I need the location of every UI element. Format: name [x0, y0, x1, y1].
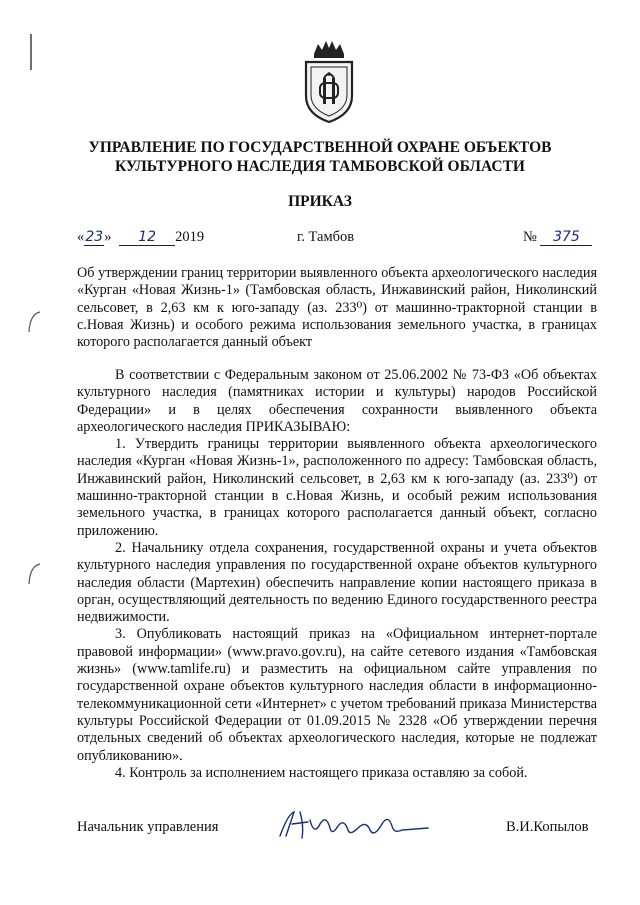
signatory-position: Начальник управления	[77, 819, 219, 835]
signatory-name: В.И.Копылов	[506, 819, 589, 835]
order-item-3: 3. Опубликовать настоящий приказ на «Официальном интернет-портале правовой информации» (www.pravo.gov.ru), на сайте сетевого издания «Тамбовская жизнь» (www.tamlife.ru) и разместить на официальном сайте управления по государственной охране объектов культурного наследия области в информационно-телекоммуникационной сети «Интернет» с учетом требований приказа Министерства культуры Российской Федерации от 01.09.2015 № 2328 «Об утверждении перечня отдельных сведений об объектах археологического наследия, которые не подлежат опубликованию».	[77, 626, 597, 764]
date-month: 12	[119, 230, 175, 246]
date-open-quote: «	[77, 229, 85, 245]
coat-of-arms-emblem	[300, 38, 358, 124]
order-body	[77, 367, 597, 782]
number-prefix: №	[523, 229, 537, 245]
order-item-1: 1. Утвердить границы территории выявленного объекта археологического наследия «Курган «Новая Жизнь-1», расположенного по адресу: Тамбовская область, Инжавинский район, Николинский сельсовет, в 2,63 км к юго-западу (аз. 233⁰) от машинно-тракторной станции в с.Новая Жизнь, и особый режим использования земельного участка, в границах которого располагается данный объект, согласно приложению.	[77, 436, 597, 539]
document-type: ПРИКАЗ	[288, 193, 352, 210]
date-line	[77, 229, 204, 246]
order-item-4: 4. Контроль за исполнением настоящего приказа оставляю за собой.	[115, 764, 528, 781]
preamble-paragraph: В соответствии с Федеральным законом от 25.06.2002 № 73-ФЗ «Об объектах культурного наследия (памятниках истории и культуры) народов Российской Федерации» и в целях обеспечения сохранности выявленного объекта археологического наследия ПРИКАЗЫВАЮ:	[77, 367, 597, 435]
date-year: 2019	[175, 229, 205, 245]
date-day: 23	[85, 229, 104, 245]
organization-line-2: КУЛЬТУРНОГО НАСЛЕДИЯ ТАМБОВСКОЙ ОБЛАСТИ	[115, 158, 525, 175]
hole-punch-mark-bottom	[26, 562, 42, 588]
hole-punch-mark-top	[26, 310, 42, 336]
place: г. Тамбов	[297, 229, 355, 245]
margin-line-mark	[28, 32, 34, 72]
number-value: 375	[540, 230, 592, 246]
organization-title	[40, 138, 600, 176]
order-subject: Об утверждении границ территории выявленного объекта археологического наследия «Курган «Новая Жизнь-1» (Тамбовская область, Инжавинский район, Николинский сельсовет, в 2,63 км к юго-западу (аз. 233⁰) от машинно-тракторной станции в с.Новая Жизнь) и особого режима использования земельного участка, в границах которого располагается данный объект	[77, 265, 597, 351]
date-close-quote: »	[104, 229, 112, 245]
organization-line-1: УПРАВЛЕНИЕ ПО ГОСУДАРСТВЕННОЙ ОХРАНЕ ОБЪЕКТОВ	[88, 139, 552, 156]
handwritten-signature	[270, 806, 440, 842]
document-number	[523, 229, 592, 246]
order-item-2: 2. Начальнику отдела сохранения, государственной охраны и учета объектов культурного наследия управления по государственной охране объектов культурного наследия области (Мартехин) обеспечить направление копии настоящего приказа в орган, осуществляющий деятельность по ведению Единого государственного реестра недвижимости.	[77, 539, 597, 626]
